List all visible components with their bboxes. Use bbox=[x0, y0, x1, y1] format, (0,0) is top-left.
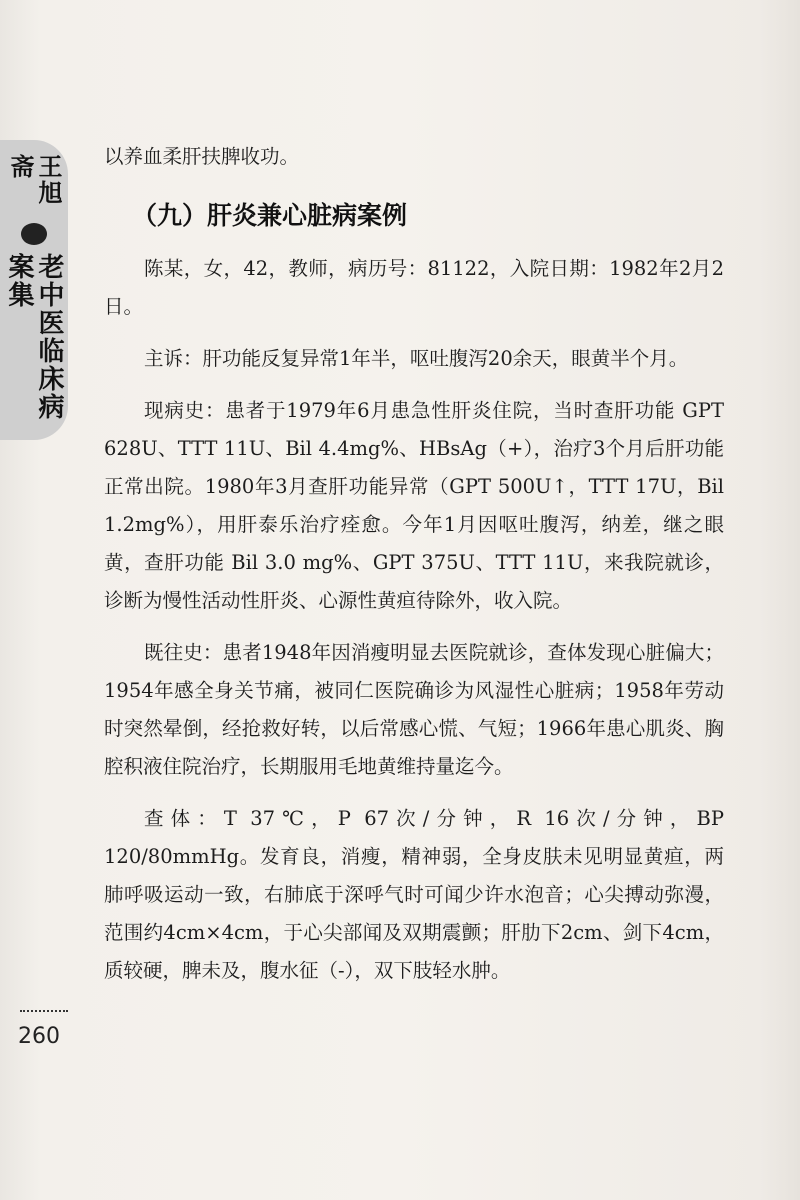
paragraph-physical-exam: 查体：T 37℃，P 67次/分钟，R 16次/分钟，BP 120/80mmHg。发育良，消瘦，精神弱，全身皮肤未见明显黄疸，两肺呼吸运动一致，右肺底于深呼气时可闻少许水泡音；心尖搏动弥漫，范围约4cm×4cm，于心尖部闻及双期震颤；肝肋下2cm、剑下4cm，质较硬，脾未及，腹水征（-），双下肢轻水肿。 bbox=[104, 807, 724, 982]
paragraph-past-history: 既往史：患者1948年因消瘦明显去医院就诊，查体发现心脏偏大；1954年感全身关节痛，被同仁医院确诊为风湿性心脏病；1958年劳动时突然晕倒，经抢救好转，以后常感心慌、气短；1966年患心肌炎、胸腔积液住院治疗，长期服用毛地黄维持量迄今。 bbox=[104, 641, 724, 778]
seal-icon bbox=[21, 223, 47, 245]
paragraph-patient-info: 陈某，女，42，教师，病历号：81122，入院日期：1982年2月2日。 bbox=[104, 257, 724, 318]
main-text bbox=[104, 138, 724, 1004]
page-number: 260 bbox=[18, 1024, 60, 1049]
section-title: （九）肝炎兼心脏病案例 bbox=[132, 201, 408, 230]
side-tab bbox=[0, 140, 68, 440]
paragraph-present-illness: 现病史：患者于1979年6月患急性肝炎住院，当时查肝功能 GPT 628U、TTT 11U、Bil 4.4mg%、HBsAg（+），治疗3个月后肝功能正常出院。1980年3月查肝功能异常（GPT 500U↑，TTT 17U，Bil 1.2mg%），用肝泰乐治疗痊愈。今年1月因呕吐腹泻，纳差，继之眼黄，查肝功能 Bil 3.0 mg%、GPT 375U、TTT 11U，来我院就诊，诊断为慢性活动性肝炎、心源性黄疸待除外，收入院。 bbox=[104, 399, 724, 612]
paragraph-chief-complaint: 主诉：肝功能反复异常1年半，呕吐腹泻20余天，眼黄半个月。 bbox=[144, 347, 689, 370]
page-number-divider bbox=[20, 1010, 68, 1012]
lead-line: 以养血柔肝扶脾收功。 bbox=[104, 145, 300, 168]
author-name: 王旭斋 bbox=[6, 154, 62, 206]
series-title: 老中医临床病案集 bbox=[4, 252, 64, 421]
